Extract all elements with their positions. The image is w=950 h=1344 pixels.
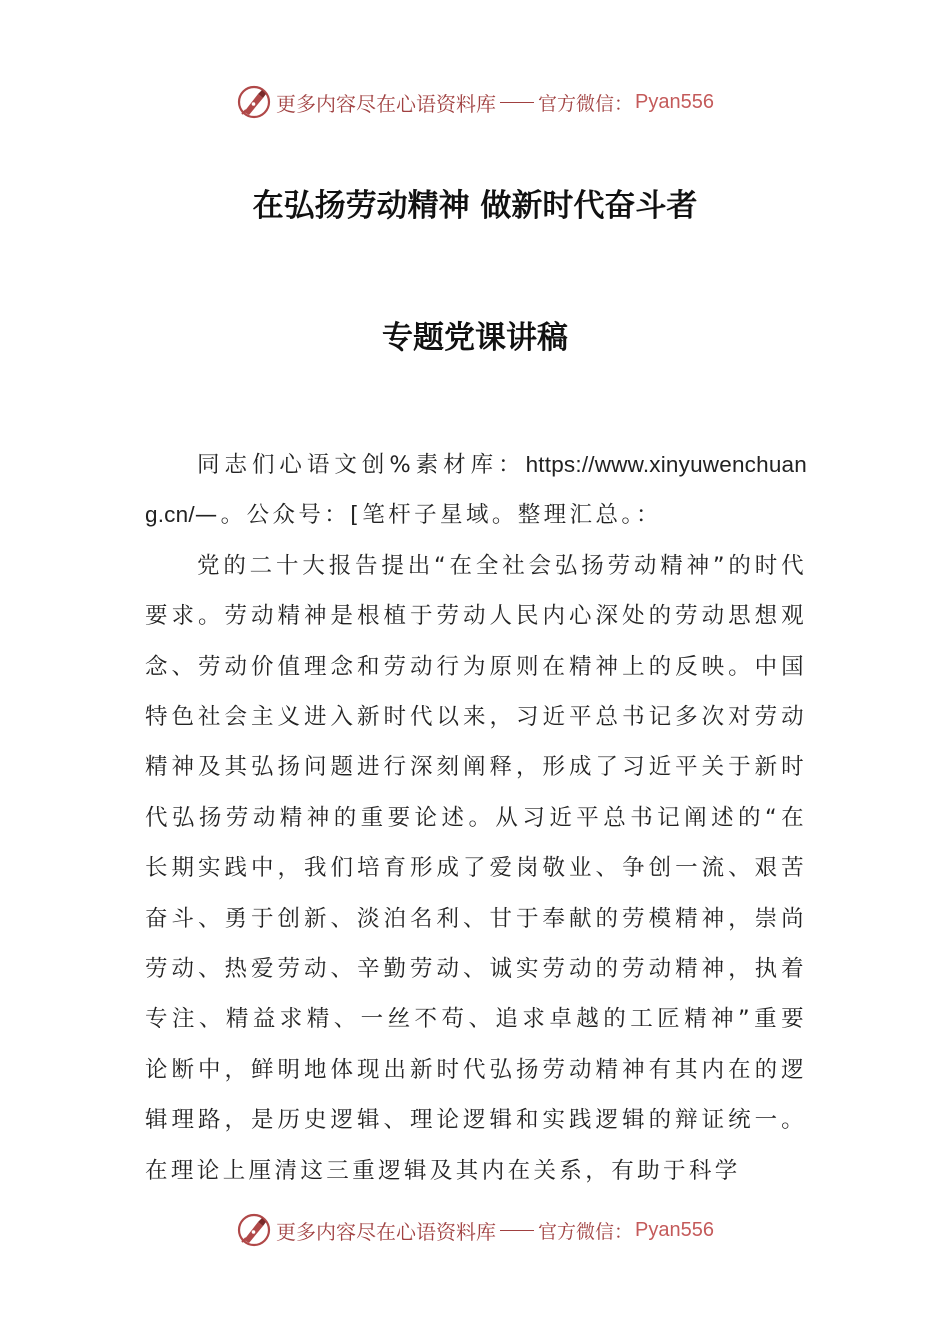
banner-dash xyxy=(500,102,534,103)
pen-nib-logo-icon xyxy=(236,1212,272,1248)
document-title: 在弘扬劳动精神 做新时代奋斗者 xyxy=(252,188,698,224)
banner-wechat-label: 官方微信： xyxy=(538,92,634,115)
intro-prefix: 同志们心语文创%素材库： xyxy=(197,452,526,478)
header-banner xyxy=(0,82,950,122)
pen-nib-logo-icon xyxy=(236,84,272,120)
banner-slogan: 更多内容尽在心语资料库 xyxy=(276,1219,496,1244)
intro-paragraph xyxy=(145,440,807,541)
banner-wechat-id: Pyan556 xyxy=(635,90,714,113)
banner-wechat-label: 官方微信： xyxy=(538,1220,634,1243)
footer-banner xyxy=(0,1210,950,1250)
body-paragraph-1: 党的二十大报告提出“在全社会弘扬劳动精神”的时代要求。劳动精神是根植于劳动人民内心深处的劳动思想观念、劳动价值理念和劳动行为原则在精神上的反映。中国特色社会主义进入新时代以来，习近平总书记多次对劳动精神及其弘扬问题进行深刻阐释，形成了习近平关于新时代弘扬劳动精神的重要论述。从习近平总书记阐述的“在长期实践中，我们培育形成了爱岗敬业、争创一流、艰苦奋斗、勇于创新、淡泊名利、甘于奉献的劳模精神，崇尚劳动、热爱劳动、辛勤劳动、诚实劳动的劳动精神，执着专注、精益求精、一丝不苟、追求卓越的工匠精神”重要论断中，鲜明地体现出新时代弘扬劳动精神有其内在的逻辑理路，是历史逻辑、理论逻辑和实践逻辑的辩证统一。在理论上厘清这三重逻辑及其内在关系，有助于科学 xyxy=(145,552,807,1184)
intro-suffix: —。公众号：[笔杆子星域。整理汇总。： xyxy=(194,502,662,529)
banner-slogan: 更多内容尽在心语资料库 xyxy=(276,91,496,116)
document-subtitle: 专题党课讲稿 xyxy=(382,320,568,356)
banner-dash xyxy=(500,1230,534,1231)
banner-wechat-id: Pyan556 xyxy=(635,1218,714,1241)
document-body xyxy=(145,440,807,1196)
intro-url-link[interactable]: https://www.xinyuwenchuang.cn/ xyxy=(145,452,807,528)
